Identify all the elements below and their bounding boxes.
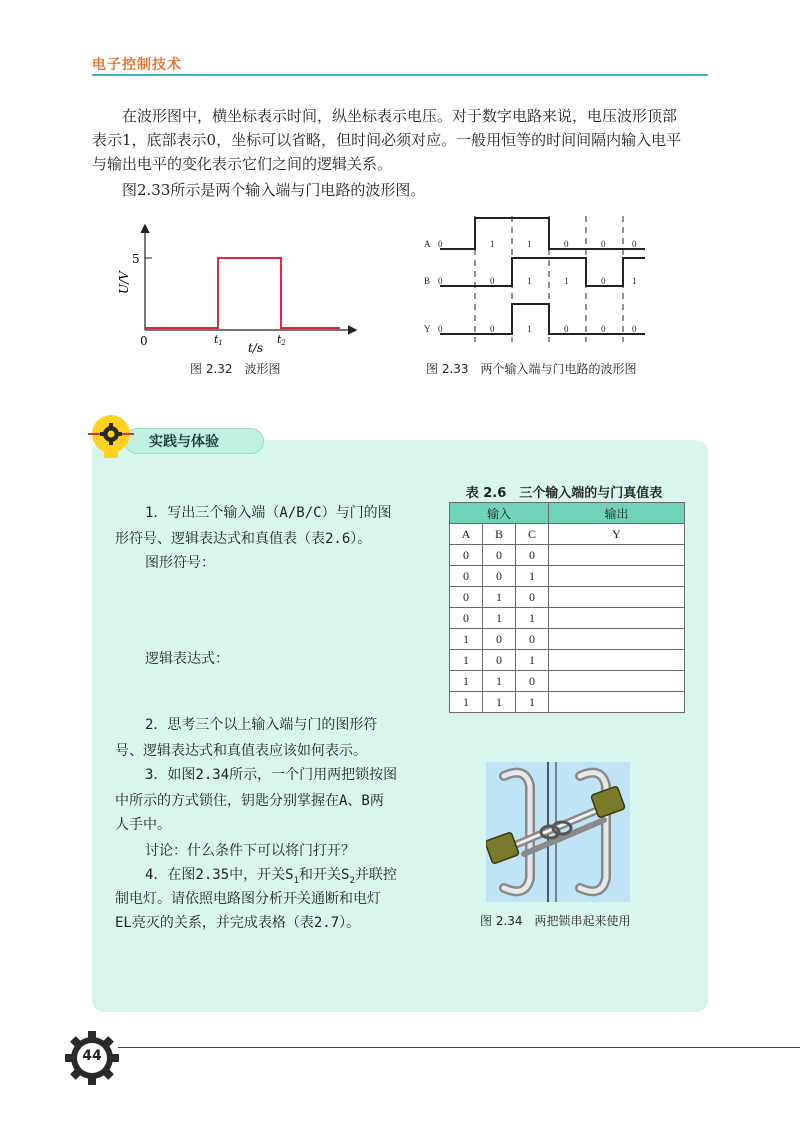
table-row [450, 566, 685, 587]
item-4-line-2: 制电灯。请依照电路图分析开关通断和电灯 [115, 891, 381, 907]
pulse-waveform [145, 258, 340, 328]
output-cell [549, 545, 685, 566]
cell: 0 [450, 608, 483, 629]
cell: 0 [516, 545, 549, 566]
cell: 1 [516, 608, 549, 629]
cell: 1 [516, 650, 549, 671]
row-y-bit: 0 [564, 324, 569, 334]
item-2-line-2: 号、逻辑表达式和真值表应该如何表示。 [115, 743, 367, 759]
figure-2-33 [420, 214, 660, 344]
cell: 0 [450, 545, 483, 566]
row-a-bit: 0 [438, 239, 443, 249]
item-3-line-3: 人手中。 [115, 817, 171, 833]
cell: 1 [516, 692, 549, 713]
discussion-question: 讨论：什么条件下可以将门打开？ [145, 843, 355, 859]
row-a-bit: 1 [490, 239, 495, 249]
row-a-bit: 0 [564, 239, 569, 249]
row-b-bit: 1 [564, 276, 569, 286]
cell: 0 [450, 566, 483, 587]
intro-line-4: 图2.33所示是两个输入端与门电路的波形图。 [122, 181, 426, 199]
output-cell [549, 671, 685, 692]
figure-2-32-caption: 图 2.32 波形图 [190, 362, 281, 376]
item-4-line-1: 4．在图2.35中，开关$S_1$和开关$S_2$并联控 [145, 867, 397, 886]
item-2-line-1: 2．思考三个以上输入端与门的图形符 [145, 717, 378, 733]
page-number: 44 [82, 1048, 102, 1064]
table-row [450, 629, 685, 650]
practice-tab: 实践与体验 [124, 428, 264, 454]
symbol-label: 图形符号： [145, 555, 215, 571]
waveform-y [440, 304, 645, 334]
row-y-bit: 0 [438, 324, 443, 334]
cell: 0 [516, 629, 549, 650]
cell: 0 [450, 587, 483, 608]
output-cell [549, 566, 685, 587]
cell: 1 [450, 671, 483, 692]
col-header-c: C [516, 524, 549, 545]
row-y-bit: 0 [601, 324, 606, 334]
col-header-b: B [483, 524, 516, 545]
truth-table [449, 502, 685, 713]
intro-line-2: 表示1，底部表示0，坐标可以省略，但时间必须对应。一般用恒等的时间间隔内输入电平 [92, 131, 682, 149]
col-header-a: A [450, 524, 483, 545]
row-y-bit: 0 [490, 324, 495, 334]
item-4-line-3: EL亮灭的关系，并完成表格（表2.7）。 [115, 915, 361, 931]
intro-line-3: 与输出电平的变化表示它们之间的逻辑关系。 [92, 155, 393, 173]
header-rule [92, 74, 708, 76]
cell: 0 [483, 545, 516, 566]
output-cell [549, 608, 685, 629]
table-row [450, 671, 685, 692]
table-row [450, 692, 685, 713]
figure-2-33-caption: 图 2.33 两个输入端与门电路的波形图 [426, 362, 637, 376]
item-3-line-1: 3．如图2.34所示，一个门用两把锁按图 [145, 767, 398, 783]
header-title: 电子控制技术 [92, 57, 182, 73]
row-b-bit: 0 [438, 276, 443, 286]
cell: 0 [483, 650, 516, 671]
row-a-bit: 1 [527, 239, 532, 249]
cell: 0 [516, 671, 549, 692]
footer-rule [118, 1047, 800, 1048]
cell: 1 [483, 587, 516, 608]
table-row [450, 608, 685, 629]
cell: 0 [516, 587, 549, 608]
cell: 0 [483, 566, 516, 587]
output-cell [549, 587, 685, 608]
output-cell [549, 692, 685, 713]
t1-label: t1 [214, 333, 223, 347]
figure-2-34-caption: 图 2.34 两把锁串起来使用 [480, 914, 631, 928]
row-a-bit: 0 [601, 239, 606, 249]
row-a-bit: 0 [632, 239, 637, 249]
cell: 1 [450, 692, 483, 713]
input-group-header: 输入 [450, 503, 549, 524]
output-group-header: 输出 [549, 503, 685, 524]
expression-label: 逻辑表达式： [145, 651, 229, 667]
cell: 1 [483, 608, 516, 629]
row-b-bit: 1 [527, 276, 532, 286]
waveform-b [440, 258, 645, 286]
item-1-line-1: 1．写出三个输入端（A/B/C）与门的图 [145, 505, 392, 521]
item-3-line-2: 中所示的方式锁住，钥匙分别掌握在A、B两 [115, 793, 384, 809]
y-axis-label: U/V [117, 271, 131, 294]
cell: 1 [483, 671, 516, 692]
waveform-a [440, 218, 645, 249]
cell: 1 [450, 629, 483, 650]
x-axis-label: t/s [248, 341, 264, 355]
table-row [450, 650, 685, 671]
table-row [450, 587, 685, 608]
figure-2-34-locks-illustration [486, 762, 630, 902]
item-1-line-2: 形符号、逻辑表达式和真值表（表2.6）。 [115, 531, 372, 547]
row-y-name: Y [424, 324, 431, 334]
row-y-bit: 1 [527, 324, 532, 334]
cell: 0 [483, 629, 516, 650]
row-b-bit: 1 [632, 276, 637, 286]
row-y-bit: 0 [632, 324, 637, 334]
t2-label: t2 [277, 333, 286, 347]
origin-label: 0 [140, 334, 148, 348]
output-cell [549, 650, 685, 671]
intro-line-1: 在波形图中，横坐标表示时间，纵坐标表示电压。对于数字电路来说，电压波形顶部 [122, 107, 678, 125]
figure-2-32 [110, 218, 370, 358]
row-b-name: B [424, 276, 431, 286]
table-2-6-title: 表 2.6 三个输入端的与门真值表 [465, 486, 663, 501]
cell: 1 [516, 566, 549, 587]
cell: 1 [483, 692, 516, 713]
table-row [450, 545, 685, 566]
gear-bulb-icon [86, 412, 136, 462]
row-b-bit: 0 [601, 276, 606, 286]
row-a-name: A [424, 239, 431, 249]
output-cell [549, 629, 685, 650]
col-header-y: Y [549, 524, 685, 545]
row-b-bit: 0 [490, 276, 495, 286]
cell: 1 [450, 650, 483, 671]
y-tick-5: 5 [132, 252, 140, 266]
